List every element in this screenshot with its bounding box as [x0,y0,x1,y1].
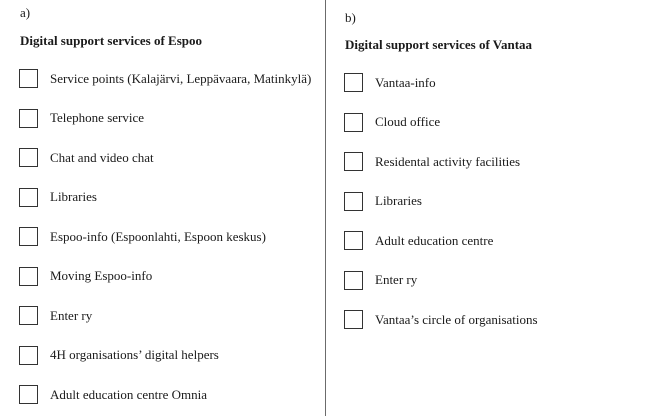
option-label: Telephone service [50,110,145,126]
option-label: Libraries [375,193,422,209]
option-label: Libraries [50,189,97,205]
checkbox-vantaa-info[interactable] [344,73,363,92]
option-label: Vantaa-info [375,74,436,90]
panel-label-b: b) [345,10,356,25]
option-label: Enter ry [50,307,93,323]
option-moving-espoo-info [19,257,311,297]
option-adult-education-centre [344,221,538,261]
checkbox-enter-ry-vantaa[interactable] [344,271,363,290]
options-list-espoo [19,59,311,415]
checkbox-4h-digital-helpers[interactable] [19,346,38,365]
option-label: Enter ry [375,272,418,288]
option-label: Adult education centre [375,232,494,248]
checkbox-moving-espoo-info[interactable] [19,267,38,286]
panel-label-a: a) [20,5,31,20]
checkbox-espoo-info[interactable] [19,227,38,246]
option-label: Service points (Kalajärvi, Leppävaara, Matinkylä) [50,70,312,86]
option-vantaa-info [344,63,538,103]
option-adult-education-omnia [19,375,311,415]
options-list-vantaa [344,63,538,340]
checkbox-libraries-espoo[interactable] [19,188,38,207]
option-chat-video [19,138,311,178]
checkbox-adult-education-omnia[interactable] [19,385,38,404]
checkbox-vantaa-circle-organisations[interactable] [344,310,363,329]
checkbox-service-points[interactable] [19,69,38,88]
checkbox-chat-video[interactable] [19,148,38,167]
panel-heading-espoo: Digital support services of Espoo [20,33,202,48]
option-residental-activity [344,142,538,182]
option-label: 4H organisations’ digital helpers [50,347,219,363]
option-label: Residental activity facilities [375,153,521,169]
option-label: Moving Espoo-info [50,268,153,284]
option-enter-ry-vantaa [344,261,538,301]
option-service-points [19,59,311,99]
panel-heading-vantaa: Digital support services of Vantaa [345,37,533,52]
option-label: Chat and video chat [50,149,154,165]
option-label: Cloud office [375,114,441,130]
checkbox-telephone-service[interactable] [19,109,38,128]
checkbox-adult-education-centre[interactable] [344,231,363,250]
option-label: Vantaa’s circle of organisations [375,311,538,327]
option-cloud-office [344,103,538,143]
panel-vantaa [326,0,650,416]
checkbox-libraries-vantaa[interactable] [344,192,363,211]
option-4h-digital-helpers [19,336,311,376]
option-libraries-espoo [19,178,311,218]
option-vantaa-circle-organisations [344,300,538,340]
option-label: Adult education centre Omnia [50,386,208,402]
checkbox-enter-ry-espoo[interactable] [19,306,38,325]
option-espoo-info [19,217,311,257]
option-enter-ry-espoo [19,296,311,336]
option-telephone-service [19,99,311,139]
checkbox-cloud-office[interactable] [344,113,363,132]
option-label: Espoo-info (Espoonlahti, Espoon keskus) [50,228,266,244]
checkbox-residental-activity[interactable] [344,152,363,171]
option-libraries-vantaa [344,182,538,222]
